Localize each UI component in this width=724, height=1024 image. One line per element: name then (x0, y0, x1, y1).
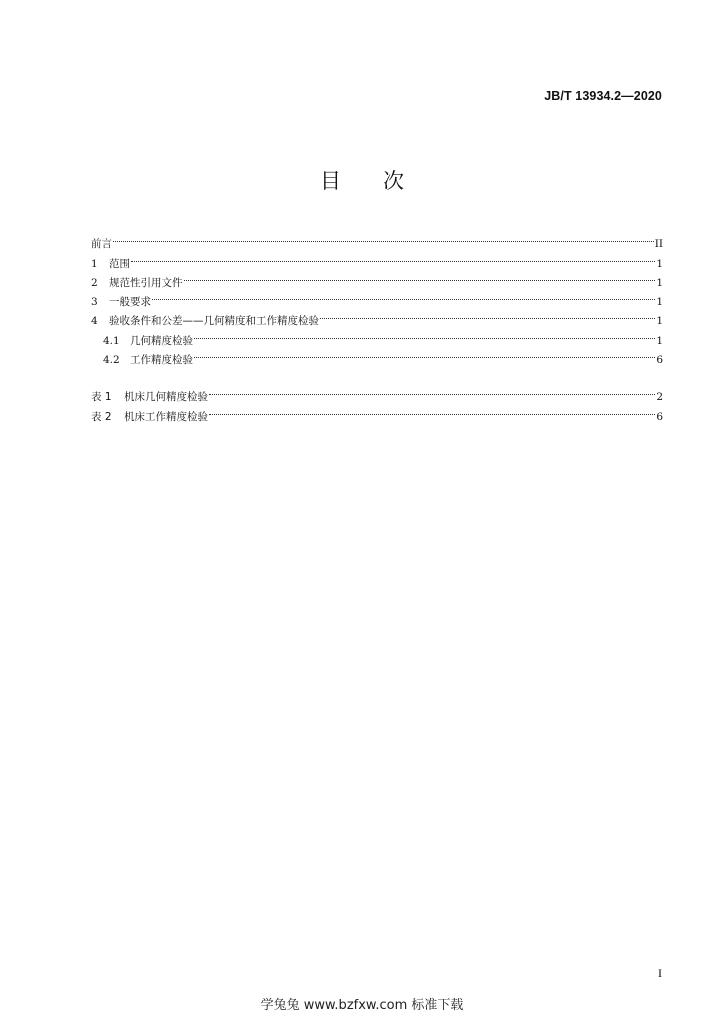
toc-entry-page: 6 (656, 354, 663, 367)
toc-entry-page: 1 (656, 276, 663, 289)
toc-entry-normative-references[interactable] (91, 267, 663, 289)
page-number: I (658, 966, 662, 980)
toc-entry-foreword[interactable] (91, 228, 663, 251)
toc-entry-label: 验收条件和公差——几何精度和工作精度检验 (109, 315, 319, 328)
toc-entry-general-requirements[interactable] (91, 286, 663, 309)
toc-entry-number: 3 (91, 296, 98, 309)
toc-entry-acceptance-conditions[interactable] (91, 305, 663, 328)
watermark-text: 学兔兔 www.bzfxw.com 标准下载 (260, 998, 464, 1013)
toc-entry-page: 1 (656, 315, 663, 328)
toc-entry-label: 工作精度检验 (130, 354, 193, 367)
leader-dots (184, 267, 656, 286)
toc-entry-number: 4 (91, 315, 98, 328)
toc-entry-page: 1 (656, 257, 663, 270)
toc-table-number: 表 1 (91, 391, 112, 404)
toc-table-label: 机床几何精度检验 (124, 391, 208, 404)
toc-entry-page: II (654, 238, 663, 251)
title-char-1: 目 (320, 169, 341, 193)
title-char-2: 次 (383, 169, 404, 193)
leader-dots (194, 324, 655, 343)
leader-dots (194, 344, 655, 363)
toc-table-page: 6 (656, 410, 663, 423)
toc-table-page: 2 (656, 391, 663, 404)
toc-entry-label: 前言 (91, 238, 112, 251)
leader-dots (209, 381, 655, 400)
page-title (0, 165, 724, 195)
toc-entry-number: 2 (91, 276, 98, 289)
toc-entry-label: 规范性引用文件 (109, 276, 183, 289)
table-of-contents (91, 228, 663, 423)
toc-entry-number: 1 (91, 257, 98, 270)
toc-table-entry-geometric[interactable] (91, 381, 663, 404)
toc-entry-label: 范围 (109, 257, 130, 270)
leader-dots (152, 286, 655, 305)
toc-entry-number: 4.1 (103, 334, 120, 347)
toc-entry-page: 1 (656, 296, 663, 309)
toc-table-label: 机床工作精度检验 (124, 410, 208, 423)
toc-entry-label: 一般要求 (109, 296, 151, 309)
toc-entry-scope[interactable] (91, 247, 663, 270)
leader-dots (209, 400, 655, 419)
leader-dots (131, 247, 655, 266)
toc-entry-page: 1 (656, 334, 663, 347)
leader-dots (113, 228, 654, 247)
leader-dots (320, 305, 655, 324)
toc-table-number: 表 2 (91, 410, 112, 423)
toc-entry-label: 几何精度检验 (130, 334, 193, 347)
standard-number: JB/T 13934.2—2020 (544, 89, 662, 103)
toc-entry-number: 4.2 (103, 354, 120, 367)
